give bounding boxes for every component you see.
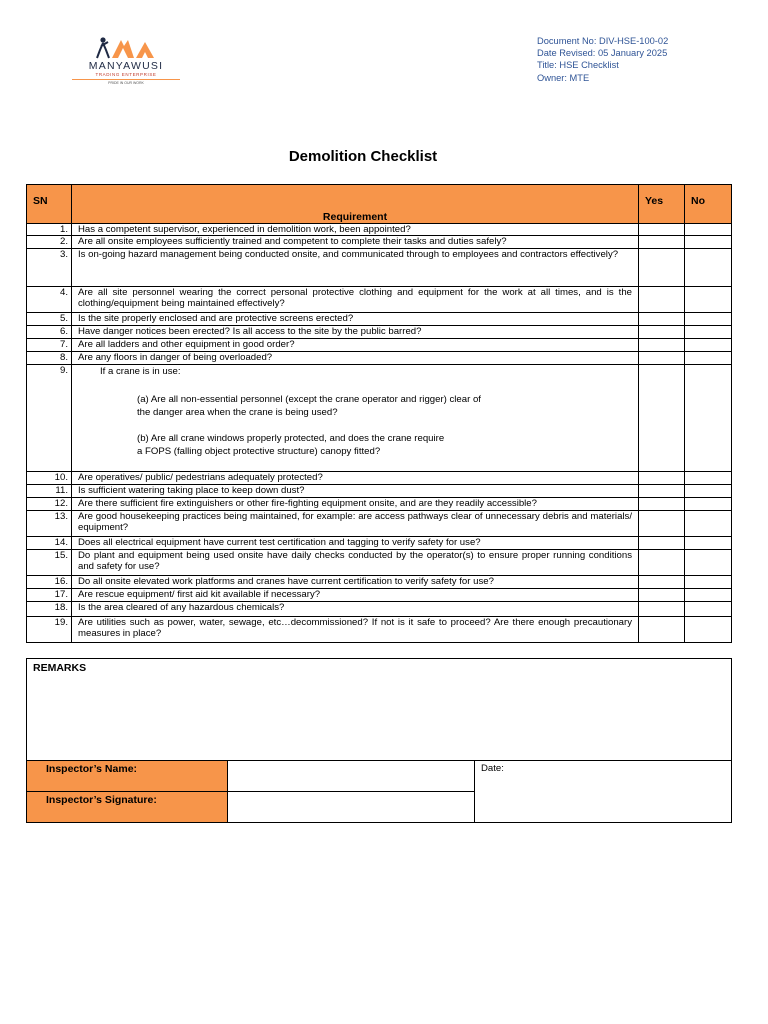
logo-subtitle: TRADING ENTERPRISE bbox=[95, 72, 157, 77]
table-row bbox=[27, 550, 732, 576]
header-requirement: Requirement bbox=[72, 185, 639, 224]
item-number: 11. bbox=[27, 485, 72, 498]
yes-cell[interactable] bbox=[639, 511, 685, 537]
logo-mark-icon bbox=[94, 36, 158, 60]
item-requirement bbox=[72, 365, 639, 472]
checklist-table bbox=[26, 184, 732, 643]
date-label: Date: bbox=[481, 763, 504, 774]
document-info bbox=[537, 35, 668, 84]
table-row bbox=[27, 485, 732, 498]
item-number: 10. bbox=[27, 472, 72, 485]
no-cell[interactable] bbox=[685, 224, 732, 236]
no-cell[interactable] bbox=[685, 550, 732, 576]
inspector-name-field[interactable] bbox=[228, 761, 475, 792]
table-row bbox=[27, 287, 732, 313]
item-requirement: Are there sufficient fire extinguishers or other fire-fighting equipment onsite, and are they readily accessible? bbox=[72, 498, 639, 511]
item-number: 18. bbox=[27, 602, 72, 617]
table-row bbox=[27, 472, 732, 485]
yes-cell[interactable] bbox=[639, 224, 685, 236]
table-row bbox=[27, 365, 732, 472]
no-cell[interactable] bbox=[685, 576, 732, 589]
item-requirement: Has a competent supervisor, experienced in demolition work, been appointed? bbox=[72, 224, 639, 236]
item-number: 1. bbox=[27, 224, 72, 236]
item-requirement: Are good housekeeping practices being maintained, for example: are access pathways clear of unnecessary debris and materials/ equipment? bbox=[72, 511, 639, 537]
yes-cell[interactable] bbox=[639, 617, 685, 643]
item-number: 7. bbox=[27, 339, 72, 352]
item-number: 13. bbox=[27, 511, 72, 537]
table-row bbox=[27, 339, 732, 352]
crane-question-a-line2: the danger area when the crane is being used? bbox=[137, 407, 338, 418]
yes-cell[interactable] bbox=[639, 498, 685, 511]
yes-cell[interactable] bbox=[639, 365, 685, 472]
yes-cell[interactable] bbox=[639, 287, 685, 313]
item-requirement: Does all electrical equipment have current test certification and tagging to verify safety for use? bbox=[72, 537, 639, 550]
no-cell[interactable] bbox=[685, 313, 732, 326]
table-row bbox=[27, 236, 732, 249]
logo-divider bbox=[72, 79, 180, 80]
crane-question-b-line1: (b) Are all crane windows properly protected, and does the crane require bbox=[137, 433, 445, 444]
item-number: 12. bbox=[27, 498, 72, 511]
item-requirement: Are rescue equipment/ first aid kit available if necessary? bbox=[72, 589, 639, 602]
item-number: 14. bbox=[27, 537, 72, 550]
table-row bbox=[27, 576, 732, 589]
inspector-signature-field[interactable] bbox=[228, 792, 475, 823]
item-requirement: Are all onsite employees sufficiently trained and competent to complete their tasks and duties safely? bbox=[72, 236, 639, 249]
inspector-name-label: Inspector’s Name: bbox=[27, 761, 228, 792]
table-row bbox=[27, 537, 732, 550]
no-cell[interactable] bbox=[685, 589, 732, 602]
no-cell[interactable] bbox=[685, 249, 732, 287]
crane-question-a-line1: (a) Are all non-essential personnel (except the crane operator and rigger) clear of bbox=[137, 394, 481, 405]
item-requirement: Is the site properly enclosed and are protective screens erected? bbox=[72, 313, 639, 326]
no-cell[interactable] bbox=[685, 339, 732, 352]
table-row bbox=[27, 249, 732, 287]
item-number: 4. bbox=[27, 287, 72, 313]
item-number: 6. bbox=[27, 326, 72, 339]
no-cell[interactable] bbox=[685, 287, 732, 313]
logo-name: MANYAWUSI bbox=[88, 60, 164, 72]
yes-cell[interactable] bbox=[639, 236, 685, 249]
table-row bbox=[27, 589, 732, 602]
inspector-signature-label: Inspector’s Signature: bbox=[27, 792, 228, 823]
page-title: Demolition Checklist bbox=[288, 148, 438, 165]
table-row bbox=[27, 511, 732, 537]
item-requirement: Do all onsite elevated work platforms and cranes have current certification to verify safety for use? bbox=[72, 576, 639, 589]
item-number: 16. bbox=[27, 576, 72, 589]
yes-cell[interactable] bbox=[639, 602, 685, 617]
item-number: 19. bbox=[27, 617, 72, 643]
item-number: 17. bbox=[27, 589, 72, 602]
remarks-table bbox=[26, 658, 732, 823]
table-row bbox=[27, 352, 732, 365]
date-field[interactable] bbox=[475, 761, 732, 823]
table-row bbox=[27, 326, 732, 339]
item-requirement: Are operatives/ public/ pedestrians adequately protected? bbox=[72, 472, 639, 485]
table-row bbox=[27, 602, 732, 617]
logo-tagline: PRIDE IN OUR WORK bbox=[108, 81, 144, 85]
yes-cell[interactable] bbox=[639, 537, 685, 550]
item-number: 3. bbox=[27, 249, 72, 287]
item-requirement: Are all site personnel wearing the correct personal protective clothing and equipment for the work at all times, and is the clothing/equipment being maintained effectively? bbox=[72, 287, 639, 313]
yes-cell[interactable] bbox=[639, 550, 685, 576]
table-row bbox=[27, 617, 732, 643]
yes-cell[interactable] bbox=[639, 472, 685, 485]
no-cell[interactable] bbox=[685, 365, 732, 472]
yes-cell[interactable] bbox=[639, 249, 685, 287]
document-owner: Owner: MTE bbox=[537, 72, 590, 83]
no-cell[interactable] bbox=[685, 236, 732, 249]
document-title: Title: HSE Checklist bbox=[537, 60, 619, 71]
item-requirement: Is sufficient watering taking place to keep down dust? bbox=[72, 485, 639, 498]
table-header-row bbox=[27, 185, 732, 224]
no-cell[interactable] bbox=[685, 537, 732, 550]
table-row bbox=[27, 498, 732, 511]
yes-cell[interactable] bbox=[639, 313, 685, 326]
item-number: 9. bbox=[27, 365, 72, 472]
table-row bbox=[27, 313, 732, 326]
date-revised: Date Revised: 05 January 2025 bbox=[537, 48, 668, 59]
yes-cell[interactable] bbox=[639, 576, 685, 589]
no-cell[interactable] bbox=[685, 472, 732, 485]
document-number: Document No: DIV-HSE-100-02 bbox=[537, 36, 669, 46]
item-requirement: Are utilities such as power, water, sewage, etc…decommissioned? If not is it safe to proceed? Are there enough precautionary measures in place? bbox=[72, 617, 639, 643]
item-requirement: Are any floors in danger of being overloaded? bbox=[72, 352, 639, 365]
item-requirement: Is on-going hazard management being conducted onsite, and communicated through to employees and contractors effectively? bbox=[72, 249, 639, 287]
item-requirement: Have danger notices been erected? Is all access to the site by the public barred? bbox=[72, 326, 639, 339]
yes-cell[interactable] bbox=[639, 589, 685, 602]
item-number: 2. bbox=[27, 236, 72, 249]
header-no: No bbox=[685, 185, 732, 224]
no-cell[interactable] bbox=[685, 498, 732, 511]
company-logo bbox=[72, 36, 180, 86]
yes-cell[interactable] bbox=[639, 339, 685, 352]
crane-question-b-line2: a FOPS (falling object protective structure) canopy fitted? bbox=[137, 446, 381, 457]
item-number: 8. bbox=[27, 352, 72, 365]
yes-cell[interactable] bbox=[639, 326, 685, 339]
no-cell[interactable] bbox=[685, 602, 732, 617]
header-yes: Yes bbox=[639, 185, 685, 224]
no-cell[interactable] bbox=[685, 485, 732, 498]
no-cell[interactable] bbox=[685, 617, 732, 643]
item-requirement: Is the area cleared of any hazardous chemicals? bbox=[72, 602, 639, 617]
yes-cell[interactable] bbox=[639, 485, 685, 498]
header-sn: SN bbox=[27, 185, 72, 224]
remarks-label: REMARKS bbox=[33, 662, 87, 674]
table-row bbox=[27, 224, 732, 236]
remarks-field[interactable] bbox=[27, 659, 732, 761]
item-number: 5. bbox=[27, 313, 72, 326]
no-cell[interactable] bbox=[685, 352, 732, 365]
no-cell[interactable] bbox=[685, 326, 732, 339]
yes-cell[interactable] bbox=[639, 352, 685, 365]
item-requirement: Do plant and equipment being used onsite have daily checks conducted by the operator(s) to ensure proper running conditions and safety for use? bbox=[72, 550, 639, 576]
crane-intro: If a crane is in use: bbox=[100, 366, 181, 377]
item-number: 15. bbox=[27, 550, 72, 576]
item-requirement: Are all ladders and other equipment in good order? bbox=[72, 339, 639, 352]
no-cell[interactable] bbox=[685, 511, 732, 537]
